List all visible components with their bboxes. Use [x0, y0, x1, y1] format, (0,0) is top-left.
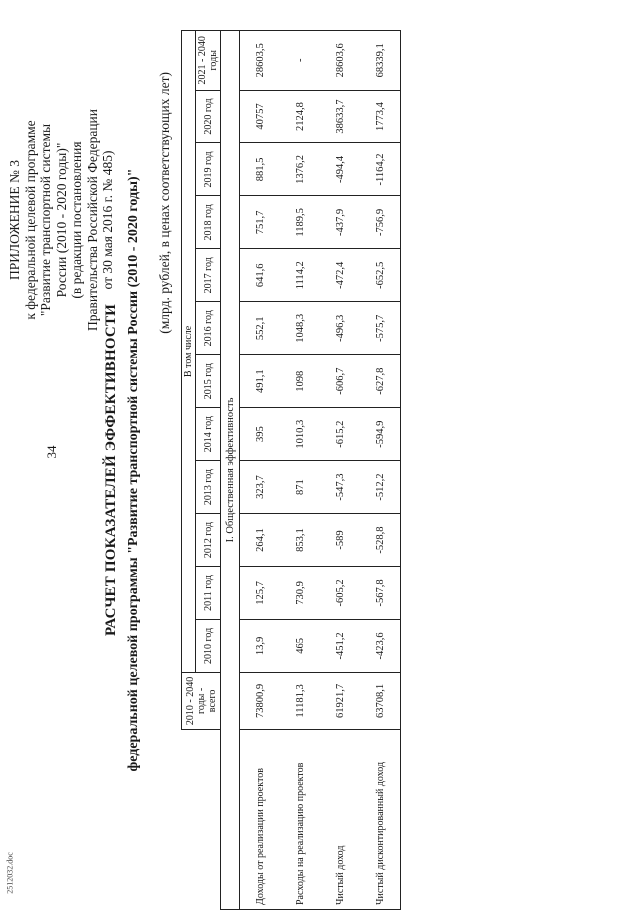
cell-value: 853,1	[280, 514, 320, 567]
row-label: Доходы от реализации проектов	[240, 730, 281, 910]
cell-value: 2124,8	[280, 90, 320, 143]
cell-value: 13,9	[240, 619, 281, 672]
appendix-line: к федеральной целевой программе	[22, 120, 38, 320]
section-row: I. Общественная эффективность	[221, 31, 240, 910]
table-row	[240, 31, 281, 910]
cell-value: -472,4	[320, 249, 360, 302]
cell-value: -528,8	[360, 514, 401, 567]
cell-value: 125,7	[240, 566, 281, 619]
cell-total: 73800,9	[240, 672, 281, 729]
cell-value: 1010,3	[280, 408, 320, 461]
cell-total: 63708,1	[360, 672, 401, 729]
cell-value: -589	[320, 514, 360, 567]
rotated-page-content	[0, 30, 575, 910]
appendix-line: (в редакции постановления	[69, 141, 84, 299]
header-year: 2015 год	[196, 355, 221, 408]
table-row	[320, 31, 360, 910]
row-label: Расходы на реализацию проектов	[280, 730, 320, 910]
cell-value: 751,7	[240, 196, 281, 249]
cell-value: -437,9	[320, 196, 360, 249]
cell-value: -575,7	[360, 302, 401, 355]
cell-value: 40757	[240, 90, 281, 143]
page-title: РАСЧЕТ ПОКАЗАТЕЛЕЙ ЭФФЕКТИВНОСТИ	[103, 303, 119, 637]
cell-total: 11181,3	[280, 672, 320, 729]
header-year: 2011 год	[196, 566, 221, 619]
cell-value: 323,7	[240, 461, 281, 514]
table-row	[360, 31, 401, 910]
cell-value: -496,3	[320, 302, 360, 355]
cell-value: 1376,2	[280, 143, 320, 196]
cell-value: 1773,4	[360, 90, 401, 143]
cell-value: 1189,5	[280, 196, 320, 249]
header-year: 2018 год	[196, 196, 221, 249]
cell-value: -451,2	[320, 619, 360, 672]
cell-value: 68339,1	[360, 31, 401, 91]
row-label: Чистый доход	[320, 730, 360, 910]
appendix-line: России (2010 - 2020 годы)"	[53, 142, 69, 298]
header-year: 2013 год	[196, 461, 221, 514]
header-year: 2019 год	[196, 143, 221, 196]
efficiency-table	[181, 30, 401, 910]
header-year: 2016 год	[196, 302, 221, 355]
header-year: 2012 год	[196, 514, 221, 567]
page-subtitle: федеральной целевой программы "Развитие транспортной системы России (2010 - 2020 годы)"	[126, 168, 141, 772]
cell-value: 552,1	[240, 302, 281, 355]
header-year: 2010 год	[196, 619, 221, 672]
table-row	[280, 31, 320, 910]
document-code: 2512032.doc	[5, 852, 15, 894]
cell-value: 1098	[280, 355, 320, 408]
cell-value: -606,7	[320, 355, 360, 408]
cell-value: 1048,3	[280, 302, 320, 355]
cell-value: 1114,2	[280, 249, 320, 302]
cell-value: -1164,2	[360, 143, 401, 196]
cell-value: -594,9	[360, 408, 401, 461]
cell-value: 730,9	[280, 566, 320, 619]
appendix-line: "Развитие транспортной системы	[38, 123, 53, 317]
header-year: 2020 год	[196, 90, 221, 143]
cell-value: 28603,6	[320, 31, 360, 91]
units-note: (млрд. рублей, в ценах соответствующих лет)	[157, 72, 172, 334]
cell-value: 641,6	[240, 249, 281, 302]
header-year: 2014 год	[196, 408, 221, 461]
cell-value: 395	[240, 408, 281, 461]
cell-value: 38633,7	[320, 90, 360, 143]
cell-value: 264,1	[240, 514, 281, 567]
cell-value: -512,2	[360, 461, 401, 514]
cell-value: 465	[280, 619, 320, 672]
header-in-that-number: В том числе	[182, 31, 196, 673]
cell-value: -	[280, 31, 320, 91]
cell-value: -615,2	[320, 408, 360, 461]
cell-value: 871	[280, 461, 320, 514]
header-total: 2010 - 2040 годы - всего	[182, 672, 221, 729]
cell-value: -423,6	[360, 619, 401, 672]
cell-value: -494,4	[320, 143, 360, 196]
cell-value: -756,9	[360, 196, 401, 249]
cell-value: -652,5	[360, 249, 401, 302]
cell-total: 61921,7	[320, 672, 360, 729]
cell-value: -547,3	[320, 461, 360, 514]
appendix-line: ПРИЛОЖЕНИЕ № 3	[7, 159, 22, 281]
appendix-line: Правительства Российской Федерации	[84, 109, 100, 331]
cell-value: 881,5	[240, 143, 281, 196]
header-empty-cell	[182, 730, 221, 910]
cell-value: -567,8	[360, 566, 401, 619]
appendix-line: от 30 мая 2016 г. № 485)	[100, 150, 115, 290]
cell-value: -627,8	[360, 355, 401, 408]
header-year: 2017 год	[196, 249, 221, 302]
header-year: 2021 - 2040 годы	[196, 31, 221, 91]
cell-value: -605,2	[320, 566, 360, 619]
row-label: Чистый дисконтированный доход	[360, 730, 401, 910]
appendix-block	[7, 50, 116, 390]
cell-value: 28603,5	[240, 31, 281, 91]
cell-value: 491,1	[240, 355, 281, 408]
page-number: 34	[44, 445, 59, 459]
